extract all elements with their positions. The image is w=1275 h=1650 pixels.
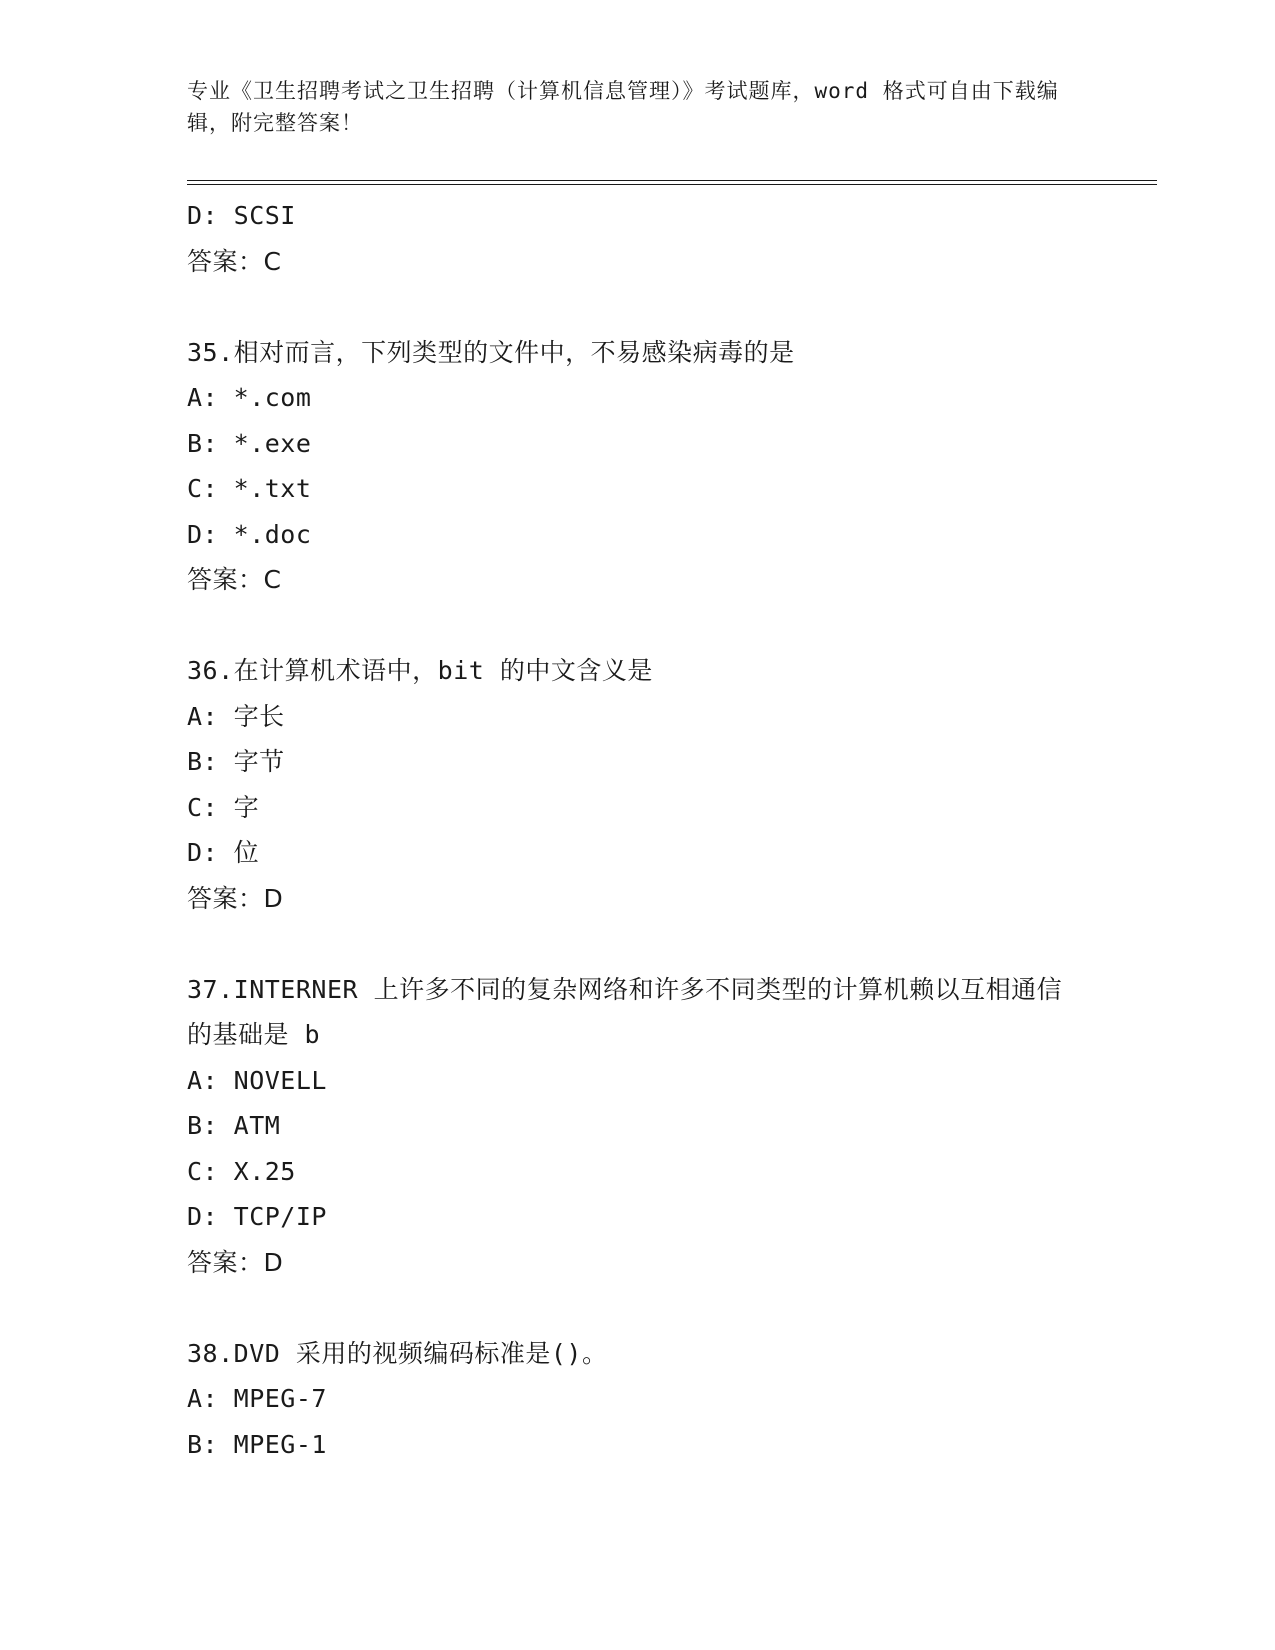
option-b: B: MPEG-1 xyxy=(187,1429,327,1459)
option-b: B: ATM xyxy=(187,1111,281,1140)
option-b: B: 字节 xyxy=(187,747,285,776)
header-divider xyxy=(187,180,1157,185)
question-stem: 35.相对而言，下列类型的文件中，不易感染病毒的是 xyxy=(187,337,795,367)
option-c: C: X.25 xyxy=(187,1156,296,1186)
option-a: A: 字长 xyxy=(187,701,285,731)
option-a: A: NOVELL xyxy=(187,1065,327,1095)
option-d: D: SCSI xyxy=(187,201,296,230)
answer-line: 答案：C xyxy=(187,246,282,276)
question-stem: 38.DVD 采用的视频编码标准是()。 xyxy=(187,1338,608,1368)
document-header: 专业《卫生招聘考试之卫生招聘（计算机信息管理）》考试题库，word 格式可自由下载编辑，附完整答案！ xyxy=(187,79,1059,135)
answer-line: 答案：D xyxy=(187,883,284,913)
question-stem: 37.INTERNER 上许多不同的复杂网络和许多不同类型的计算机赖以互相通信的基础是 b xyxy=(187,974,1063,1049)
question-37 xyxy=(187,967,1157,1286)
question-list xyxy=(187,193,1157,1467)
question-35 xyxy=(187,330,1157,603)
option-a: A: MPEG-7 xyxy=(187,1384,327,1413)
spacer xyxy=(187,284,1157,330)
option-a: A: *.com xyxy=(187,383,312,412)
spacer xyxy=(187,1285,1157,1331)
option-d: D: 位 xyxy=(187,838,260,867)
option-d: D: *.doc xyxy=(187,519,312,549)
option-b: B: *.exe xyxy=(187,428,312,458)
option-c: C: *.txt xyxy=(187,474,312,503)
answer-line: 答案：C xyxy=(187,565,282,594)
question-36 xyxy=(187,648,1157,921)
question-stem: 36.在计算机术语中，bit 的中文含义是 xyxy=(187,656,653,685)
option-d: D: TCP/IP xyxy=(187,1202,327,1231)
answer-line: 答案：D xyxy=(187,1247,284,1277)
document-page xyxy=(187,0,1157,1650)
question-38 xyxy=(187,1331,1157,1468)
spacer xyxy=(187,603,1157,649)
option-c: C: 字 xyxy=(187,792,260,822)
spacer xyxy=(187,921,1157,967)
